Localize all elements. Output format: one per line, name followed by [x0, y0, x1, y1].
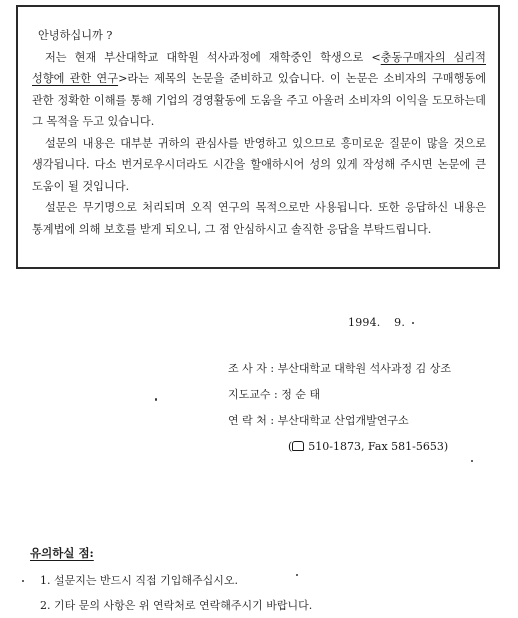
letter-paragraph-1	[32, 47, 486, 133]
scan-speck	[471, 460, 473, 462]
survey-date: 1994. 9.	[348, 316, 406, 329]
cover-letter-text	[32, 25, 486, 240]
scan-speck	[155, 398, 157, 401]
investigator-value: 부산대학교 대학원 석사과정 김 상조	[277, 362, 451, 375]
contact-label: 연 락 처 :	[228, 414, 275, 427]
investigator-label: 조 사 자 :	[228, 362, 275, 375]
thesis-title: 충동구매자의 심리적 성향에 관한 연구	[32, 50, 486, 85]
contact-row	[228, 408, 451, 434]
scan-speck	[412, 322, 414, 324]
notice-item-2: 2. 기타 문의 사항은 위 연락처로 연락해주시기 바랍니다.	[40, 599, 313, 612]
phone-row	[228, 434, 451, 460]
cover-letter-box	[16, 5, 500, 269]
letter-paragraph-2: 설문의 내용은 대부분 귀하의 관심사를 반영하고 있으므로 흥미로운 질문이 많을 것으로 생각됩니다. 다소 번거로우시더라도 시간을 할애하시어 성의 있게 작성해 주시면 논문에 큰 도움이 될 것입니다.	[32, 136, 486, 193]
greeting: 안녕하십니까 ?	[38, 29, 113, 42]
researcher-info	[228, 356, 451, 460]
investigator-row	[228, 356, 451, 382]
advisor-value: 정 순 태	[281, 388, 321, 401]
scan-speck	[22, 580, 24, 582]
paragraph-1-intro: 저는 현재 부산대학교 대학원 석사과정에 재학중인 학생으로 <	[45, 50, 381, 64]
phone-fax-numbers: 510-1873, Fax 581-5653)	[308, 440, 449, 453]
contact-value: 부산대학교 산업개발연구소	[277, 414, 409, 427]
notice-item-1: 1. 설문지는 반드시 직접 기입해주십시오.	[40, 574, 238, 587]
phone-open-paren: (	[288, 440, 293, 453]
scan-speck	[296, 574, 298, 576]
telephone-icon	[292, 441, 304, 451]
letter-paragraph-3: 설문은 무기명으로 처리되며 오직 연구의 목적으로만 사용됩니다. 또한 응답하신 내용은 통계법에 의해 보호를 받게 되오니, 그 점 안심하시고 솔직한 응답을 부탁드립니다.	[32, 201, 486, 236]
advisor-label: 지도교수 :	[228, 388, 278, 401]
paragraph-1-body: >라는 제목의 논문을 준비하고 있습니다. 이 논문은 소비자의 구매행동에 관한 정확한 이해를 통해 기업의 경영활동에 도움을 주고 아울러 소비자의 이익을 도모하는데 그 목적을 두고 있습니다.	[32, 72, 487, 128]
notice-heading: 유의하실 점:	[30, 546, 94, 560]
notice-list	[40, 568, 312, 618]
advisor-row	[228, 382, 451, 408]
